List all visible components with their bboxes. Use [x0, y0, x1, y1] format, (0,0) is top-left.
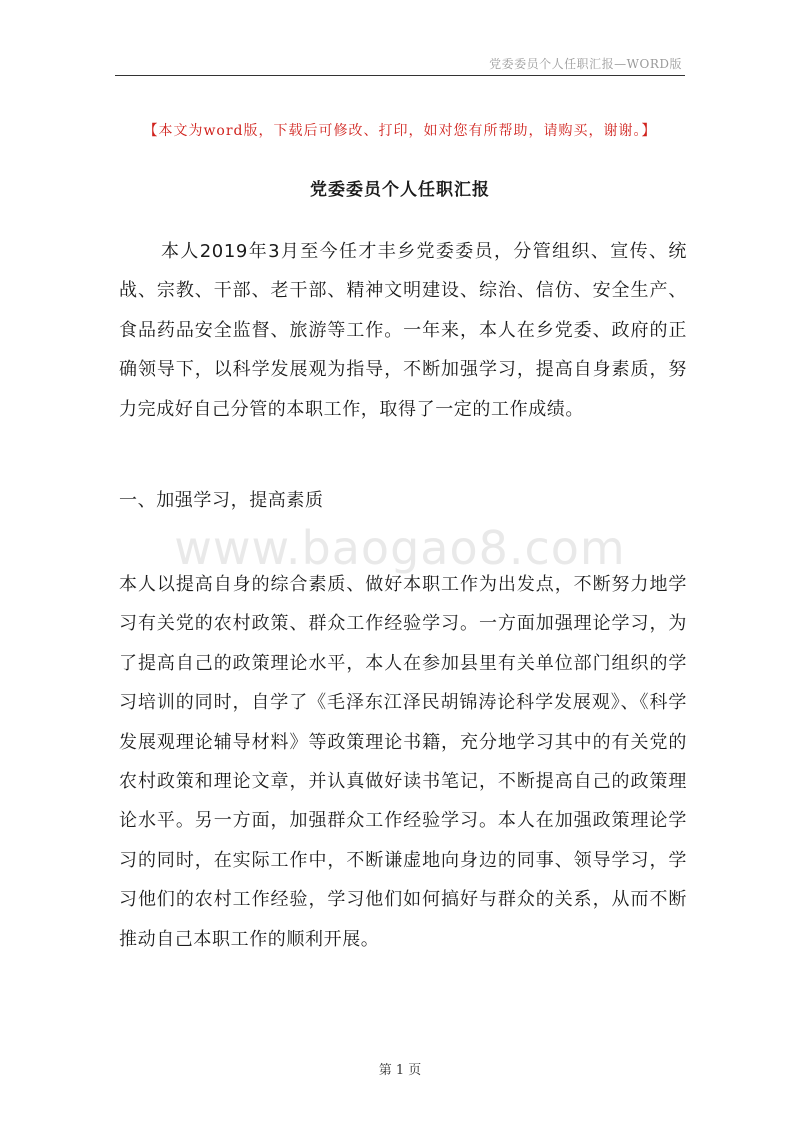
running-header: 党委委员个人任职汇报—WORD版: [489, 57, 682, 71]
watermark: www.baogao8.com: [174, 521, 626, 575]
page-number: 第 1 页: [378, 1063, 422, 1078]
section-heading: 一、加强学习，提高素质: [119, 490, 324, 511]
header-divider: [115, 75, 685, 76]
download-notice: 【本文为word版，下载后可修改、打印，如对您有所帮助，请购买，谢谢。】: [143, 123, 657, 139]
paragraph-intro: 本人2019年3月至今任才丰乡党委委员，分管组织、宣传、统战、宗教、干部、老干部、精神文明建设、综治、信仿、安全生产、食品药品安全监督、旅游等工作。一年来，本人在乡党委、政府的正确领导下，以科学发展观为指导，不断加强学习，提高自身素质，努力完成好自己分管的本职工作，取得了一定的工作成绩。: [119, 241, 687, 420]
paragraph-study: 本人以提高自身的综合素质、做好本职工作为出发点，不断努力地学习有关党的农村政策、群众工作经验学习。一方面加强理论学习，为了提高自己的政策理论水平，本人在参加县里有关单位部门组织的学习培训的同时，自学了《毛泽东江泽民胡锦涛论科学发展观》、《科学发展观理论辅导材料》等政策理论书籍，充分地学习其中的有关党的农村政策和理论文章，并认真做好读书笔记，不断提高自己的政策理论水平。另一方面，加强群众工作经验学习。本人在加强政策理论学习的同时，在实际工作中，不断谦虚地向身边的同事、领导学习，学习他们的农村工作经验，学习他们如何搞好与群众的关系，从而不断推动自己本职工作的顺利开展。: [119, 574, 687, 950]
document-title: 党委委员个人任职汇报: [310, 180, 490, 200]
